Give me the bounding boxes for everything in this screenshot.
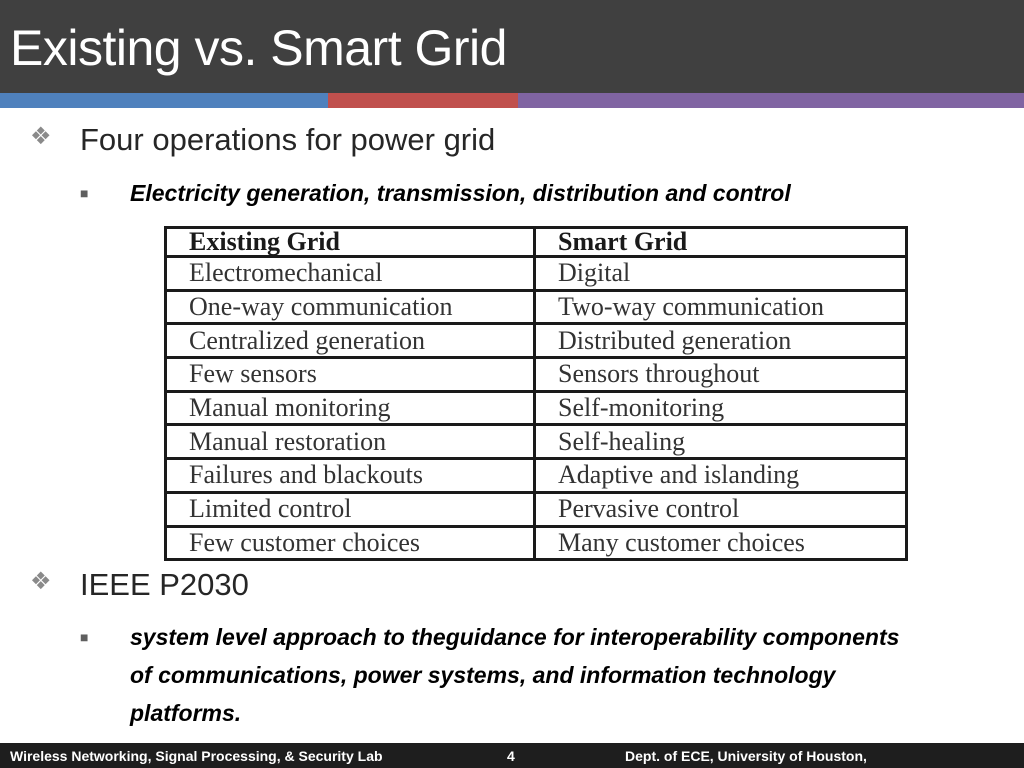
accent-strip-red: [328, 93, 518, 108]
table-row: [167, 526, 905, 558]
four-diamond-icon: ❖: [30, 123, 52, 150]
table-cell: Self-monitoring: [535, 391, 906, 425]
table-cell: Few sensors: [167, 358, 535, 392]
title-bar: [0, 0, 1024, 93]
table-row: [167, 257, 905, 291]
table-row: [167, 492, 905, 526]
table-row: [167, 459, 905, 493]
table-row: [167, 290, 905, 324]
table-cell: Manual monitoring: [167, 391, 535, 425]
table-cell: Pervasive control: [535, 492, 906, 526]
table-cell: Centralized generation: [167, 324, 535, 358]
table-cell: Few customer choices: [167, 526, 535, 558]
accent-strip-blue: [0, 93, 328, 108]
slide-title: Existing vs. Smart Grid: [10, 20, 507, 76]
table-row: [167, 391, 905, 425]
bullet-text: Four operations for power grid: [80, 122, 496, 157]
square-bullet-icon: ■: [80, 185, 89, 201]
page-number: 4: [507, 748, 515, 764]
table-cell: Electromechanical: [167, 257, 535, 291]
bullet-text: IEEE P2030: [80, 567, 249, 602]
table-row: [167, 425, 905, 459]
table-cell: Sensors throughout: [535, 358, 906, 392]
table-cell: Manual restoration: [167, 425, 535, 459]
sub-bullet-text: Electricity generation, transmission, distribution and control: [130, 180, 791, 206]
table-cell: Failures and blackouts: [167, 459, 535, 493]
sub-bullet-text: system level approach to theguidance for interoperability components of communications, power systems, and information technology platforms.: [130, 624, 900, 726]
table-cell: Two-way communication: [535, 290, 906, 324]
table-header-row: [167, 229, 905, 257]
accent-strip-purple: [518, 93, 1024, 108]
table-cell: Digital: [535, 257, 906, 291]
table-row: [167, 358, 905, 392]
column-header-smart: Smart Grid: [535, 229, 906, 257]
table-cell: Many customer choices: [558, 527, 805, 557]
column-header-existing: Existing Grid: [167, 229, 535, 257]
footer-bar: [0, 743, 1024, 768]
table-cell: Self-healing: [535, 425, 906, 459]
table-cell: Distributed generation: [535, 324, 906, 358]
table-row: [167, 324, 905, 358]
table-cell: Adaptive and islanding: [535, 459, 906, 493]
table-cell: Limited control: [167, 492, 535, 526]
comparison-table: [164, 226, 908, 561]
table-cell: One-way communication: [167, 290, 535, 324]
footer-department: Dept. of ECE, University of Houston,: [625, 748, 867, 764]
footer-lab-name: Wireless Networking, Signal Processing, & Security Lab: [10, 748, 383, 764]
four-diamond-icon: ❖: [30, 568, 52, 595]
square-bullet-icon: ■: [80, 629, 89, 645]
